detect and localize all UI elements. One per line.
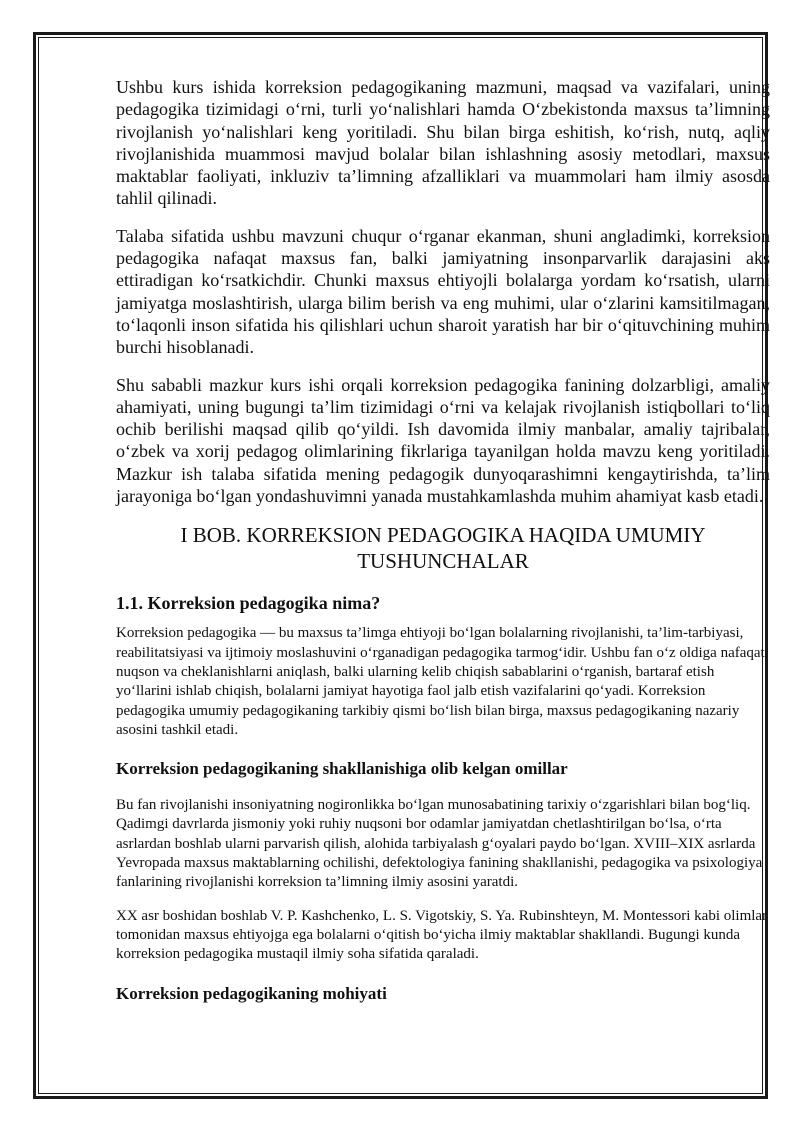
chapter-title: I BOB. KORREKSION PEDAGOGIKA HAQIDA UMUMIY TUSHUNCHALAR <box>180 523 706 574</box>
factors-paragraph-2: XX asr boshidan boshlab V. P. Kashchenko, L. S. Vigotskiy, S. Ya. Rubinshteyn, M. Montessori kabi olimlar tomonidan maxsus ehtiyojga ega bolalarni o‘qitish bo‘yicha ilmiy maktablar shakllandi. Bugungi kunda korreksion pedagogika mustaqil ilmiy soha sifatida qaraladi. <box>116 907 768 963</box>
section-title-essence: Korreksion pedagogikaning mohiyati <box>116 983 387 1003</box>
intro-paragraph-2: Talaba sifatida ushbu mavzuni chuqur o‘rganar ekanman, shuni angladimki, korreksion pedagogika nafaqat maxsus fan, balki jamiyatning insonparvarlik darajasini aks ettiradigan ko‘rsatkichdir. Chunki maxsus ehtiyojli bolalarga yordam ko‘rsatish, ularni jamiyatga moslashtirish, ularga bilim berish va eng muhimi, ular o‘zlarini kamsitilmagan, to‘laqonli inson sifatida his qilishlari uchun sharoit yaratish har bir o‘qituvchining muhim burchi hisoblanadi. <box>116 225 770 358</box>
intro-paragraph-1: Ushbu kurs ishida korreksion pedagogikaning mazmuni, maqsad va vazifalari, uning pedagogika tizimidagi o‘rni, turli yo‘nalishlari hamda O‘zbekistonda maxsus ta’limning rivojlanish yo‘nalishlari keng yoritiladi. Shu bilan birga eshitish, ko‘rish, nutq, aqliy rivojlanishida muammosi mavjud bolalar bilan ishlashning asosiy metodlari, maxsus maktablar faoliyati, inkluziv ta’limning afzalliklari va muammolari ham ilmiy asosda tahlil qilinadi. <box>116 77 770 209</box>
intro-paragraph-3: Shu sababli mazkur kurs ishi orqali korreksion pedagogika fanining dolzarbligi, amaliy ahamiyati, uning bugungi ta’lim tizimidagi o‘rni va kelajak rivojlanish istiqbollari to‘liq ochib berilishi maqsad qilib qo‘yildi. Ish davomida ilmiy manbalar, amaliy tajribalar, o‘zbek va xorij pedagog olimlarining fikrlariga tayanilgan holda mavzu keng yoritiladi. Mazkur ish talaba sifatida mening pedagogik dunyoqarashimni kengaytirishda, ta’lim jarayoniga bo‘lgan yondashuvimni yanada mustahkamlashda muhim ahamiyat kasb etadi. <box>116 374 770 507</box>
section-1-1-paragraph: Korreksion pedagogika — bu maxsus ta’limga ehtiyoji bo‘lgan bolalarning rivojlanishi, ta’lim-tarbiyasi, reabilitatsiyasi va ijtimoiy moslashuvini o‘rganadigan pedagogika tarmog‘idir. Ushbu fan o‘z oldiga nafaqat nuqson va cheklanishlarni aniqlash, balki ularning kelib chiqish sabablarini o‘rganish, bartaraf etish yo‘llarini ishlab chiqish, bolalarni jamiyat hayotiga faol jalb etish vazifalarini qo‘yadi. Korreksion pedagogika umumiy pedagogikaning tarkibiy qismi bo‘lish bilan birga, maxsus pedagogikaning nazariy asosini tashkil etadi. <box>116 625 765 738</box>
factors-paragraph-1: Bu fan rivojlanishi insoniyatning nogironlikka bo‘lgan munosabatining tarixiy o‘zgarishlari bilan bog‘liq. Qadimgi davrlarda jismoniy yoki ruhiy nuqsoni bor odamlar jamiyatdan chetlashtirilgan bo‘lsa, o‘rta asrlardan boshlab ularni parvarish qilish, alohida tarbiyalash g‘oyalari paydo bo‘lgan. XVIII–XIX asrlarda Yevropada maxsus maktablarning ochilishi, defektologiya fanining shakllanishi, pedagogika va psixologiya fanlarining rivojlanishi korreksion ta’limning ilmiy asosini yaratdi. <box>116 797 763 891</box>
document-body <box>116 76 770 1021</box>
section-title-1-1: 1.1. Korreksion pedagogika nima? <box>116 593 381 614</box>
section-title-factors: Korreksion pedagogikaning shakllanishiga olib kelgan omillar <box>116 759 568 779</box>
